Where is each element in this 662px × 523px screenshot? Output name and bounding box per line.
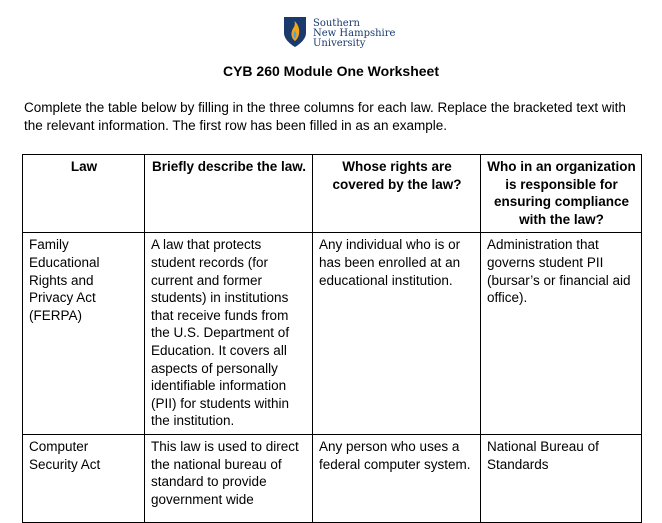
logo-line-3: University: [313, 38, 366, 49]
header-responsible: Who in an organization is responsible for ensuring compliance with the law?: [481, 155, 642, 233]
table-row: [23, 233, 642, 435]
cell-description[interactable]: This law is used to direct the national bureau of standard to provide government wide: [145, 434, 313, 522]
cell-law[interactable]: Family Educational Rights and Privacy Act (FERPA): [23, 233, 145, 435]
header-rights: Whose rights are covered by the law?: [313, 155, 481, 233]
cell-rights[interactable]: Any person who uses a federal computer system.: [313, 434, 481, 522]
cell-responsible[interactable]: Administration that governs student PII (bursar’s or financial aid office).: [481, 233, 642, 435]
table-row: [23, 434, 642, 522]
cell-responsible[interactable]: National Bureau of Standards: [481, 434, 642, 522]
logo-line-1: Southern: [313, 18, 360, 29]
table-header-row: [23, 155, 642, 233]
cell-rights[interactable]: Any individual who is or has been enrolled at an educational institution.: [313, 233, 481, 435]
cell-description[interactable]: A law that protects student records (for current and former students) in institutions that receive funds from the U.S. Department of Education. It covers all aspects of personally identifiable information (PII) for students within the institution.: [145, 233, 313, 435]
instructions-paragraph: Complete the table below by filling in the three columns for each law. Replace the bracketed text with the relevant information. The first row has been filled in as an example.: [24, 100, 626, 133]
logo-line-2: New Hampshire: [313, 28, 396, 39]
header-law: Law: [23, 155, 145, 233]
header-description: Briefly describe the law.: [145, 155, 313, 233]
shield-flame-icon: [283, 16, 307, 48]
document-title: CYB 260 Module One Worksheet: [222, 63, 439, 79]
university-logo: [283, 16, 395, 49]
laws-table: [22, 154, 642, 523]
cell-law[interactable]: Computer Security Act: [23, 434, 145, 522]
logo-wordmark: [313, 19, 395, 49]
